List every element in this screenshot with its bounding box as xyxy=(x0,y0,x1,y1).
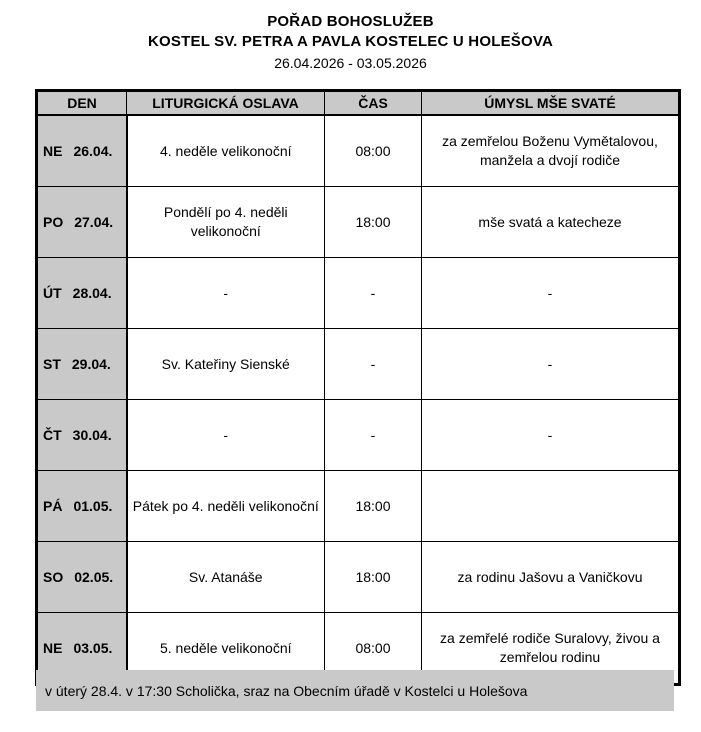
celebration-cell: 5. neděle velikonoční xyxy=(127,613,325,685)
day-date: 26.04. xyxy=(73,142,113,159)
celebration-cell: Pátek po 4. neděli velikonoční xyxy=(127,471,325,542)
day-date: 30.04. xyxy=(72,426,112,443)
celebration-cell: 4. neděle velikonoční xyxy=(127,115,325,187)
schedule-table xyxy=(35,89,681,686)
table-row xyxy=(37,471,680,542)
intention-cell: mše svatá a katecheze xyxy=(422,187,680,258)
intention-cell: za zemřelé rodiče Suralovy, živou a zemřelou rodinu xyxy=(422,613,680,685)
celebration-cell: Sv. Atanáše xyxy=(127,542,325,613)
celebration-cell: - xyxy=(127,400,325,471)
day-date: 03.05. xyxy=(73,639,113,656)
time-cell: 08:00 xyxy=(325,115,422,187)
day-date: 27.04. xyxy=(74,213,114,230)
intention-cell: - xyxy=(422,400,680,471)
table-row xyxy=(37,115,680,187)
day-abbreviation: NE xyxy=(43,639,63,656)
table-row xyxy=(37,258,680,329)
church-name: KOSTEL SV. PETRA A PAVLA KOSTELEC U HOLEŠOVA xyxy=(148,33,553,50)
time-cell: 18:00 xyxy=(325,471,422,542)
time-cell: 08:00 xyxy=(325,613,422,685)
day-abbreviation: ČT xyxy=(43,426,62,443)
column-header-intention: ÚMYSL MŠE SVATÉ xyxy=(422,91,680,116)
time-cell: - xyxy=(325,400,422,471)
table-row xyxy=(37,400,680,471)
intention-cell: - xyxy=(422,258,680,329)
day-cell xyxy=(37,187,127,258)
day-cell xyxy=(37,471,127,542)
column-header-time: ČAS xyxy=(325,91,422,116)
day-cell xyxy=(37,542,127,613)
intention-cell: za rodinu Jašovu a Vaničkovu xyxy=(422,542,680,613)
intention-cell: - xyxy=(422,329,680,400)
date-range: 26.04.2026 - 03.05.2026 xyxy=(274,55,427,71)
day-abbreviation: NE xyxy=(43,142,63,159)
column-header-day: DEN xyxy=(37,91,127,116)
page-header xyxy=(0,12,701,73)
schedule-body xyxy=(37,115,680,685)
intention-cell xyxy=(422,471,680,542)
day-abbreviation: SO xyxy=(43,568,64,585)
day-abbreviation: PO xyxy=(43,213,64,230)
table-row xyxy=(37,329,680,400)
page-title: POŘAD BOHOSLUŽEB xyxy=(267,13,434,30)
time-cell: - xyxy=(325,258,422,329)
announcement-note: v úterý 28.4. v 17:30 Scholička, sraz na Obecním úřadě v Kostelci u Holešova xyxy=(36,670,674,711)
time-cell: - xyxy=(325,329,422,400)
day-cell xyxy=(37,329,127,400)
day-date: 01.05. xyxy=(73,497,113,514)
day-abbreviation: ÚT xyxy=(43,284,62,301)
day-cell xyxy=(37,115,127,187)
celebration-cell: - xyxy=(127,258,325,329)
column-header-celebration: LITURGICKÁ OSLAVA xyxy=(127,91,325,116)
celebration-cell: Pondělí po 4. neděli velikonoční xyxy=(127,187,325,258)
table-row xyxy=(37,542,680,613)
day-abbreviation: PÁ xyxy=(43,497,63,514)
intention-cell: za zemřelou Boženu Vymětalovou, manžela a dvojí rodiče xyxy=(422,115,680,187)
day-date: 28.04. xyxy=(72,284,112,301)
day-date: 29.04. xyxy=(71,355,111,372)
header-row xyxy=(37,91,680,116)
table-row xyxy=(37,187,680,258)
time-cell: 18:00 xyxy=(325,542,422,613)
day-cell xyxy=(37,258,127,329)
day-date: 02.05. xyxy=(74,568,114,585)
time-cell: 18:00 xyxy=(325,187,422,258)
day-cell xyxy=(37,400,127,471)
celebration-cell: Sv. Kateřiny Sienské xyxy=(127,329,325,400)
day-abbreviation: ST xyxy=(43,355,61,372)
